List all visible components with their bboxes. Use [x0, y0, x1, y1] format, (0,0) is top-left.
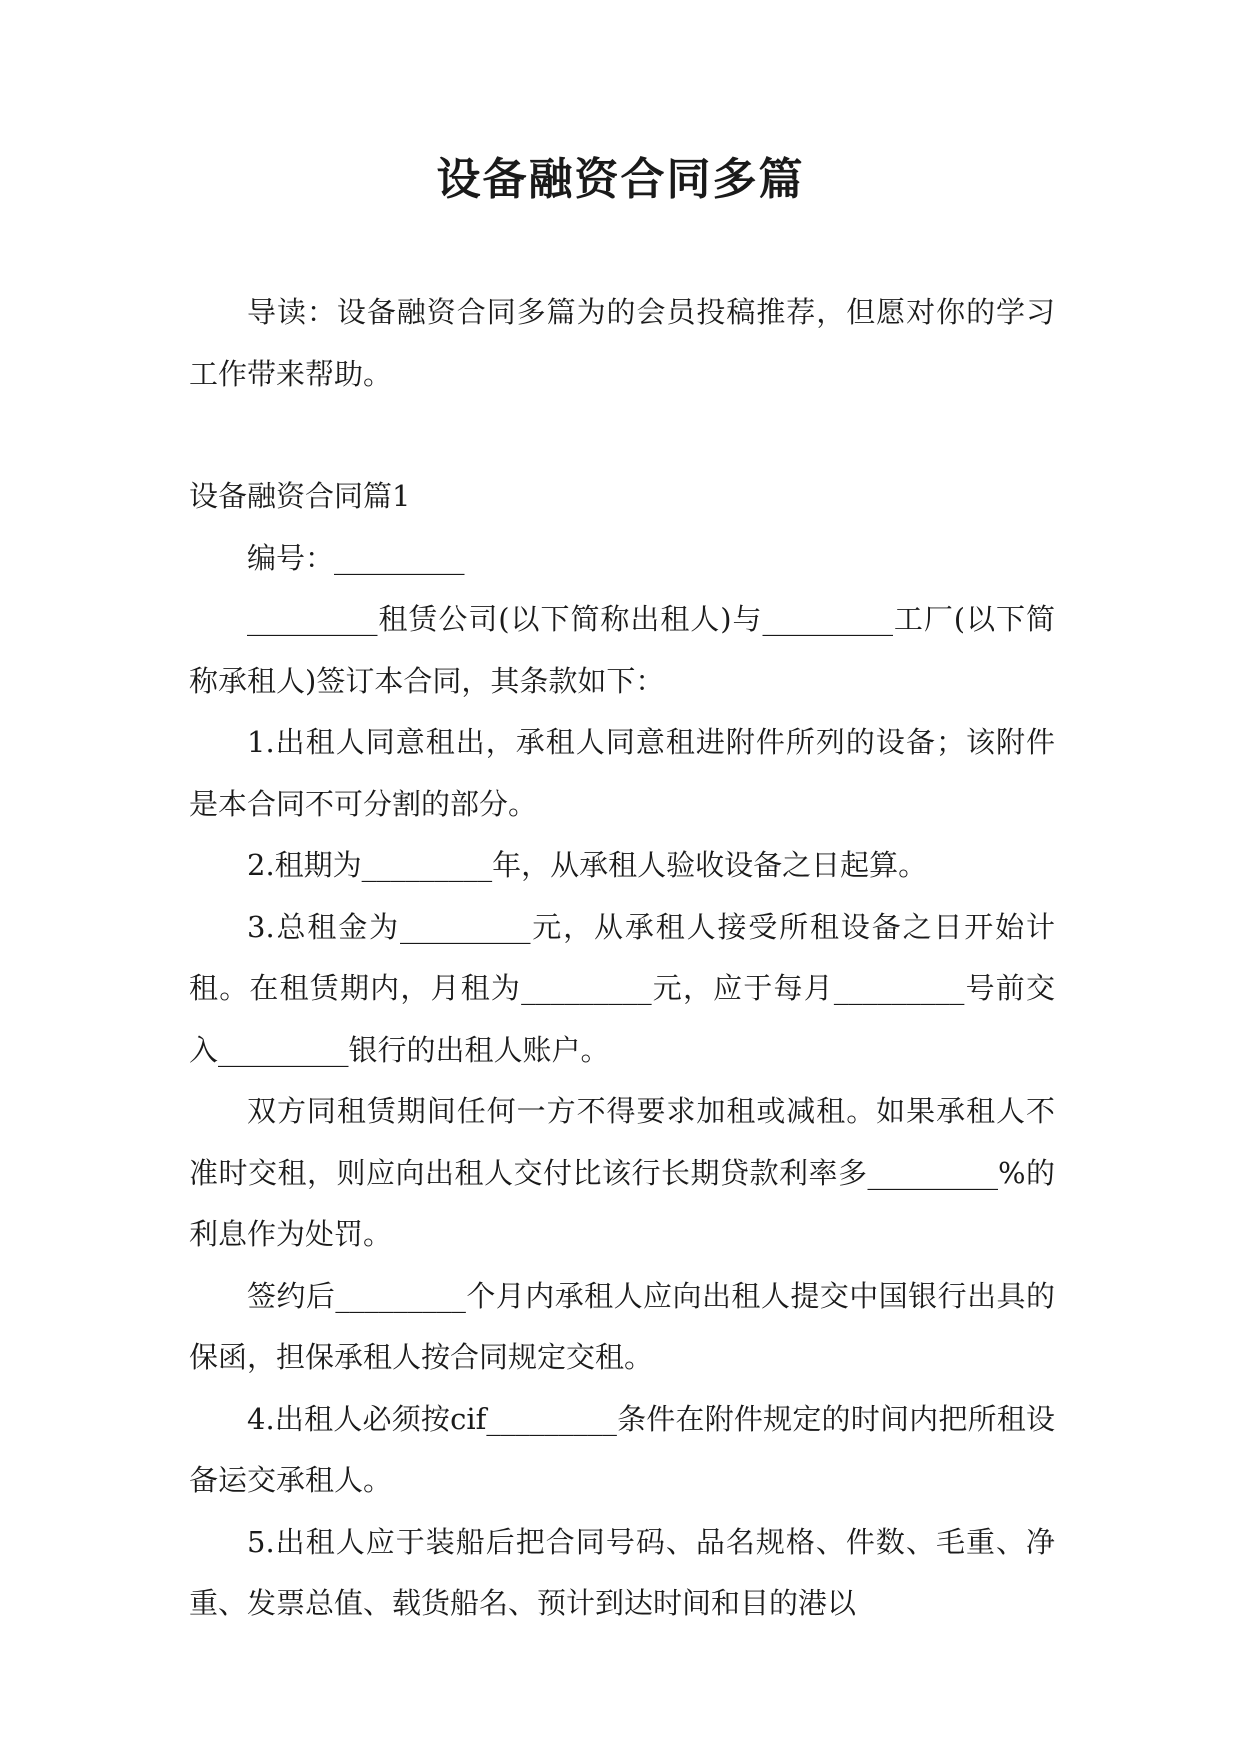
clause-2-paragraph: 2.租期为_________年，从承租人验收设备之日起算。: [247, 848, 928, 882]
document-body: [189, 282, 1055, 1635]
contract-number-line: 编号：_________: [247, 540, 465, 575]
document-title: 设备融资合同多篇: [436, 154, 805, 205]
clause-5-paragraph: 5.出租人应于装船后把合同号码、品名规格、件数、毛重、净重、发票总值、载货船名、预计到达时间和目的港以: [189, 1524, 1055, 1620]
parties-paragraph: _________租赁公司(以下简称出租人)与_________工厂(以下简称承租人)签订本合同，其条款如下：: [189, 602, 1055, 698]
clause-3-paragraph: 3.总租金为_________元，从承租人接受所租设备之日开始计租。在租赁期内，月租为_________元，应于每月_________号前交入_________银行的出租人账户。: [189, 909, 1055, 1067]
section-heading: 设备融资合同篇1: [189, 479, 411, 513]
guarantee-paragraph: 签约后_________个月内承租人应向出租人提交中国银行出具的保函，担保承租人按合同规定交租。: [189, 1278, 1055, 1374]
clause-1-paragraph: 1.出租人同意租出，承租人同意租进附件所列的设备；该附件是本合同不可分割的部分。: [189, 725, 1055, 821]
intro-paragraph: 导读：设备融资合同多篇为的会员投稿推荐，但愿对你的学习工作带来帮助。: [189, 295, 1055, 391]
clause-4-paragraph: 4.出租人必须按cif_________条件在附件规定的时间内把所租设备运交承租人。: [189, 1401, 1055, 1497]
rent-adjustment-paragraph: 双方同租赁期间任何一方不得要求加租或减租。如果承租人不准时交租，则应向出租人交付比该行长期贷款利率多_________%的利息作为处罚。: [189, 1094, 1055, 1251]
